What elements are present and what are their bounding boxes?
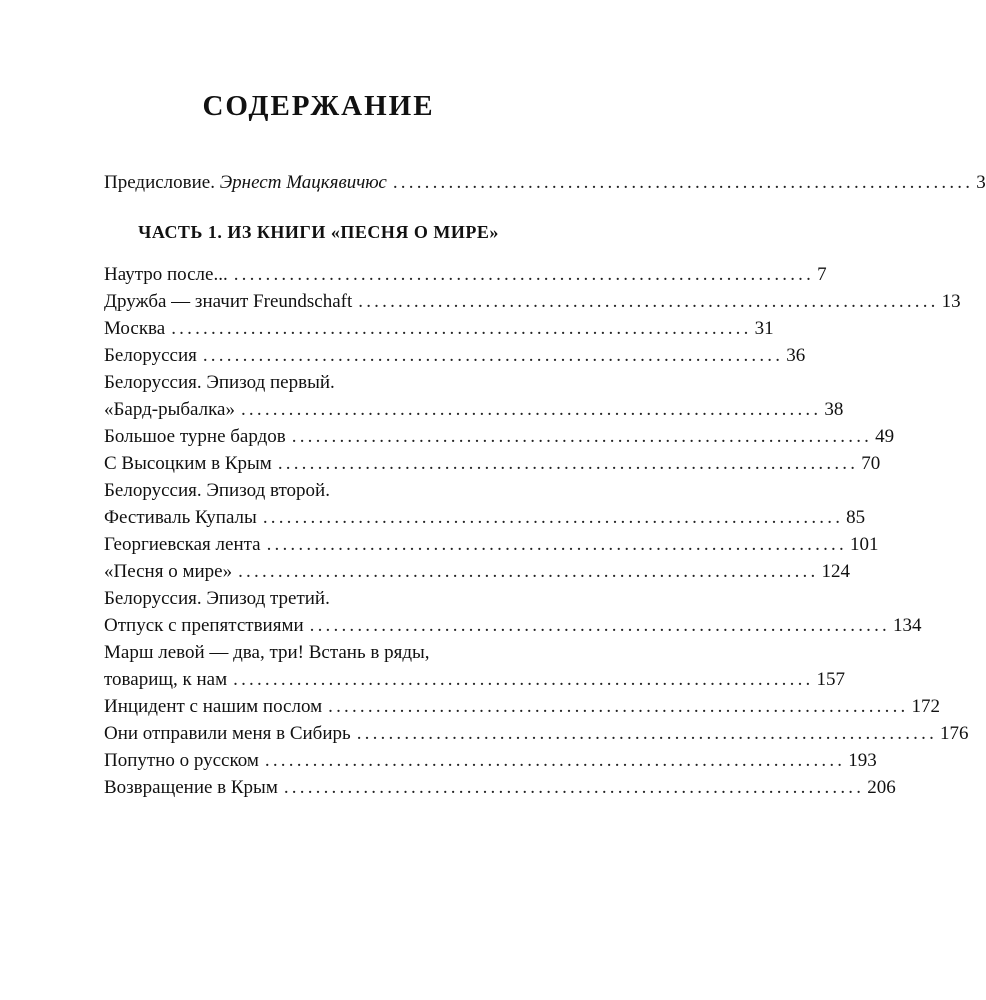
toc-entry-title: товарищ, к нам [104,669,228,690]
toc-entry [104,775,896,801]
dot-leader: ......................................................................... [171,318,752,339]
toc-entry-title: Возвращение в Крым [104,777,278,798]
toc-page-number: 36 [786,345,806,366]
toc-page-number: 193 [848,750,877,771]
toc-page-number: 13 [941,291,961,312]
toc-page-number: 157 [816,669,845,690]
toc-entry-title: Георгиевская лента [104,534,261,555]
part-heading: ЧАСТЬ 1. ИЗ КНИГИ «ПЕСНЯ О МИРЕ» [138,222,499,242]
dot-leader: ......................................................................... [356,723,938,744]
toc-entry-title-line1: Белоруссия. Эпизод второй. [104,480,330,501]
toc-page-number: 7 [817,264,827,285]
toc-entry-title: Попутно о русском [104,750,259,771]
dot-leader: ......................................................................... [266,534,847,555]
toc-entry [104,262,827,288]
toc-entry-title: Отпуск с препятствиями [104,615,304,636]
dot-leader: ......................................................................... [262,507,844,528]
toc-page-number: 101 [849,534,879,555]
toc-page-number: 172 [911,696,940,717]
toc-page-number: 134 [893,615,922,636]
dot-leader: ......................................................................... [238,561,819,582]
toc-entry-title-line1: Белоруссия. Эпизод первый. [104,372,335,393]
toc-entry-title: Инцидент с нашим послом [104,696,323,717]
toc-entry-preface [104,170,986,196]
toc-entry [104,559,850,585]
toc-entry [104,424,895,450]
dot-leader: ......................................................................... [240,399,822,420]
toc-entry [104,397,844,423]
dot-leader: ......................................................................... [264,750,846,771]
toc-entry-title: Они отправили меня в Сибирь [104,723,351,744]
toc-page-number: 124 [821,561,850,582]
page-title: СОДЕРЖАНИЕ [202,90,435,122]
toc-entry-title-line1: Белоруссия. Эпизод третий. [104,588,330,609]
dot-leader: ......................................................................... [202,345,784,366]
toc-entry [104,343,806,369]
toc-page-number: 49 [875,426,895,447]
toc-entry-title: Дружба — значит Freundschaft [104,291,353,312]
preface-author: Эрнест Мацкявичюс [219,172,387,193]
toc-entry [104,667,845,693]
toc-entry-title: С Высоцким в Крым [104,453,272,474]
toc-entry [104,694,940,720]
toc-entry-title: «Песня о мире» [104,561,233,582]
toc-page-number: 85 [846,507,866,528]
toc-entry [104,316,774,342]
toc-entry [104,721,969,747]
toc-entry-title: Большое турне бардов [104,426,286,447]
dot-leader: ......................................................................... [309,615,890,636]
dot-leader: ......................................................................... [392,172,974,193]
toc-entry-title: Белоруссия [104,345,197,366]
toc-page-number: 38 [824,399,844,420]
toc-entry [104,289,961,315]
toc-entry-title: Фестиваль Купалы [104,507,257,528]
toc-entry [104,532,879,558]
toc-page-number: 31 [754,318,774,339]
dot-leader: ......................................................................... [291,426,873,447]
toc-page-number: 70 [861,453,881,474]
toc-entry [104,451,881,477]
toc-entry [104,748,877,774]
toc-page-number: 176 [940,723,969,744]
dot-leader: ......................................................................... [328,696,909,717]
toc-entry-title: Москва [104,318,166,339]
preface-label: Предисловие. [104,172,220,193]
toc-entry-title: «Бард-рыбалка» [104,399,235,420]
toc-page-number: 3 [976,172,986,193]
toc-page-number: 206 [867,777,896,798]
dot-leader: ......................................................................... [277,453,859,474]
toc-entry [104,613,922,639]
dot-leader: ......................................................................... [233,669,814,690]
toc-entry [104,505,866,531]
dot-leader: ......................................................................... [358,291,939,312]
toc-entry-title-line1: Марш левой — два, три! Встань в ряды, [104,642,430,663]
toc-entry-title: Наутро после... [104,264,228,285]
dot-leader: ......................................................................... [283,777,865,798]
dot-leader: ......................................................................... [233,264,815,285]
toc-entry-title [104,170,387,196]
